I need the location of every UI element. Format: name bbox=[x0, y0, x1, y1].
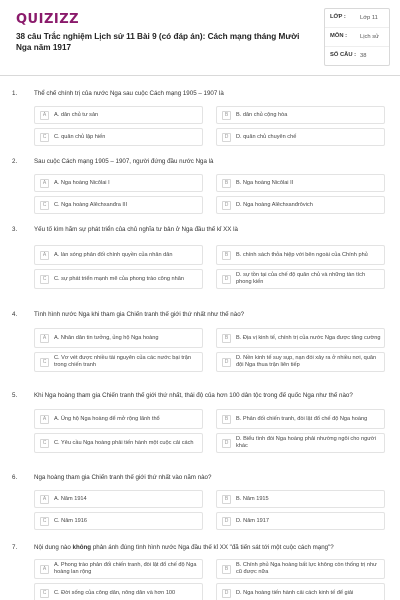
question-text: Thể chế chính trị của nước Nga sau cuộc Cách mạng 1905 – 1907 là bbox=[34, 90, 224, 97]
option-text: A. Phong trào phản đối chiến tranh, đòi lật đổ chế độ Nga hoàng lan rộng bbox=[54, 562, 197, 575]
question-text: Khi Nga hoàng tham gia Chiến tranh thế giới thứ nhất, thái độ của hơn 100 dân tộc trong đế quốc Nga như thế nào? bbox=[34, 392, 353, 399]
option-c[interactable] bbox=[34, 433, 203, 453]
option-letter: C bbox=[40, 201, 49, 210]
option-letter: A bbox=[40, 495, 49, 504]
option-text: B. Địa vị kinh tế, chính trị của nước Nga được tăng cường bbox=[236, 334, 381, 341]
option-text: C. sự phát triển mạnh mẽ của phong trào công nhân bbox=[54, 275, 184, 282]
option-letter: A bbox=[40, 179, 49, 188]
option-b[interactable] bbox=[216, 490, 385, 508]
question-number: 3. bbox=[12, 226, 18, 233]
option-letter: D bbox=[222, 517, 231, 526]
option-text: B. chính sách thỏa hiệp với bên ngoài của Chính phủ bbox=[236, 251, 368, 258]
option-letter: B bbox=[222, 565, 231, 574]
question-5 bbox=[12, 391, 388, 449]
option-letter: B bbox=[222, 495, 231, 504]
option-text: B. Phản đối chiến tranh, đòi lật đổ chế độ Nga hoàng bbox=[236, 415, 368, 422]
option-b[interactable] bbox=[216, 328, 385, 348]
option-letter: B bbox=[222, 179, 231, 188]
option-letter: A bbox=[40, 251, 49, 260]
option-c[interactable] bbox=[34, 128, 203, 146]
option-letter: D bbox=[222, 201, 231, 210]
option-c[interactable] bbox=[34, 352, 203, 372]
option-text: B. dân chủ cộng hòa bbox=[236, 111, 288, 118]
question-text: Sau cuộc Cách mạng 1905 – 1907, người đứng đầu nước Nga là bbox=[34, 158, 214, 165]
option-text: D. Nga hoàng tiến hành cải cách kinh tế để giải bbox=[236, 589, 354, 596]
option-b[interactable] bbox=[216, 559, 385, 579]
question-number: 6. bbox=[12, 474, 18, 481]
option-c[interactable] bbox=[34, 196, 203, 214]
option-d[interactable] bbox=[216, 269, 385, 289]
meta-count bbox=[325, 47, 389, 65]
option-letter: C bbox=[40, 358, 49, 367]
meta-grade-label: LỚP : bbox=[330, 14, 346, 20]
option-a[interactable] bbox=[34, 559, 203, 579]
option-text: A. Nga hoàng Nicôlai I bbox=[54, 179, 110, 186]
option-text: B. Năm 1915 bbox=[236, 495, 269, 502]
meta-count-label: SỐ CÂU : bbox=[330, 52, 357, 58]
question-4 bbox=[12, 310, 388, 368]
meta-grade-value: Lớp 11 bbox=[360, 15, 378, 21]
option-text: C. quân chủ lập hiến bbox=[54, 133, 106, 140]
option-letter: A bbox=[40, 565, 49, 574]
page-header bbox=[0, 0, 400, 76]
option-letter: A bbox=[40, 415, 49, 424]
meta-count-value: 38 bbox=[360, 53, 367, 59]
question-number: 2. bbox=[12, 158, 18, 165]
option-b[interactable] bbox=[216, 174, 385, 192]
question-number: 1. bbox=[12, 90, 18, 97]
option-c[interactable] bbox=[34, 512, 203, 530]
question-text: Nga hoàng tham gia Chiến tranh thế giới thứ nhất vào năm nào? bbox=[34, 474, 212, 481]
option-b[interactable] bbox=[216, 409, 385, 429]
option-letter: D bbox=[222, 133, 231, 142]
meta-subject bbox=[325, 28, 389, 47]
option-a[interactable] bbox=[34, 409, 203, 429]
meta-grade bbox=[325, 9, 389, 28]
question-number: 4. bbox=[12, 311, 18, 318]
question-3 bbox=[12, 225, 388, 285]
option-b[interactable] bbox=[216, 245, 385, 265]
option-text: A. dân chủ tư sản bbox=[54, 111, 99, 118]
option-text: C. Vơ vét được nhiều tài nguyên của các nước bại trận trong chiến tranh bbox=[54, 355, 191, 368]
option-text: B. Nga hoàng Nicôlai II bbox=[236, 179, 294, 186]
option-letter: C bbox=[40, 517, 49, 526]
question-number: 7. bbox=[12, 544, 18, 551]
option-d[interactable] bbox=[216, 583, 385, 600]
meta-box bbox=[324, 8, 390, 66]
option-d[interactable] bbox=[216, 128, 385, 146]
option-text: C. Năm 1916 bbox=[54, 517, 87, 524]
question-text: Nội dung nào không phản ánh đúng tình hình nước Nga đầu thế kỉ XX "đã tiến sát tới một cuộc cách mạng"? bbox=[34, 544, 334, 551]
option-letter: D bbox=[222, 589, 231, 598]
option-letter: B bbox=[222, 251, 231, 260]
quizizz-logo: QUIZIZZ bbox=[16, 12, 80, 27]
option-text: D. quân chủ chuyên chế bbox=[236, 133, 297, 140]
option-text: A. Năm 1914 bbox=[54, 495, 87, 502]
emphasis-not: không bbox=[72, 544, 92, 551]
question-2 bbox=[12, 157, 388, 208]
option-d[interactable] bbox=[216, 352, 385, 372]
option-text: D. Năm 1917 bbox=[236, 517, 269, 524]
option-c[interactable] bbox=[34, 269, 203, 289]
option-letter: B bbox=[222, 111, 231, 120]
option-a[interactable] bbox=[34, 174, 203, 192]
page-title: 38 câu Trắc nghiệm Lịch sử 11 Bài 9 (có đáp án): Cách mạng tháng Mười Nga năm 1917 bbox=[16, 32, 300, 52]
option-text: A. Ủng hộ Nga hoàng để mở rộng lãnh thổ bbox=[54, 415, 160, 422]
option-b[interactable] bbox=[216, 106, 385, 124]
meta-subject-label: MÔN : bbox=[330, 33, 348, 39]
option-text: A. Nhân dân tin tưởng, ủng hộ Nga hoàng bbox=[54, 334, 159, 341]
option-text: D. Biểu tình đòi Nga hoàng phải nhường ngôi cho người khác bbox=[236, 436, 376, 449]
option-letter: A bbox=[40, 334, 49, 343]
option-text: D. Nền kinh tế suy sụp, nạn đói xảy ra ở nhiều nơi, quân đội Nga thua trận liên tiếp bbox=[236, 355, 377, 368]
option-a[interactable] bbox=[34, 106, 203, 124]
option-letter: D bbox=[222, 439, 231, 448]
option-a[interactable] bbox=[34, 245, 203, 265]
option-letter: B bbox=[222, 415, 231, 424]
meta-subject-value: Lịch sử bbox=[360, 34, 380, 40]
option-letter: C bbox=[40, 439, 49, 448]
question-number: 5. bbox=[12, 392, 18, 399]
option-d[interactable] bbox=[216, 512, 385, 530]
option-text: B. Chính phủ Nga hoàng bất lực không còn thống trị như cũ được nữa bbox=[236, 562, 377, 575]
question-7 bbox=[12, 543, 388, 596]
question-1 bbox=[12, 89, 388, 140]
option-text: C. Nga hoàng Alêchxanđra III bbox=[54, 201, 128, 208]
option-d[interactable] bbox=[216, 196, 385, 214]
option-text: D. Nga hoàng Alêchxanđrôvich bbox=[236, 201, 313, 208]
option-c[interactable] bbox=[34, 583, 203, 600]
option-text: D. sự tồn tại của chế độ quân chủ và những tàn tích phong kiến bbox=[236, 272, 366, 285]
option-letter: C bbox=[40, 589, 49, 598]
option-letter: C bbox=[40, 275, 49, 284]
option-letter: D bbox=[222, 358, 231, 367]
option-text: A. làn sóng phản đối chính quyền của nhân dân bbox=[54, 251, 173, 258]
option-d[interactable] bbox=[216, 433, 385, 453]
option-a[interactable] bbox=[34, 328, 203, 348]
option-a[interactable] bbox=[34, 490, 203, 508]
option-letter: C bbox=[40, 133, 49, 142]
option-letter: B bbox=[222, 334, 231, 343]
question-text: Yếu tố kìm hãm sự phát triển của chủ nghĩa tư bản ở Nga đầu thế kỉ XX là bbox=[34, 226, 238, 233]
option-text: C. Đời sống của công dân, nông dân và hơn 100 bbox=[54, 589, 176, 596]
option-text: C. Yêu cầu Nga hoàng phải tiến hành một cuộc cải cách bbox=[54, 439, 194, 446]
option-letter: D bbox=[222, 275, 231, 284]
option-letter: A bbox=[40, 111, 49, 120]
question-6 bbox=[12, 473, 388, 524]
question-text: Tình hình nước Nga khi tham gia Chiến tranh thế giới thứ nhất như thế nào? bbox=[34, 311, 245, 318]
